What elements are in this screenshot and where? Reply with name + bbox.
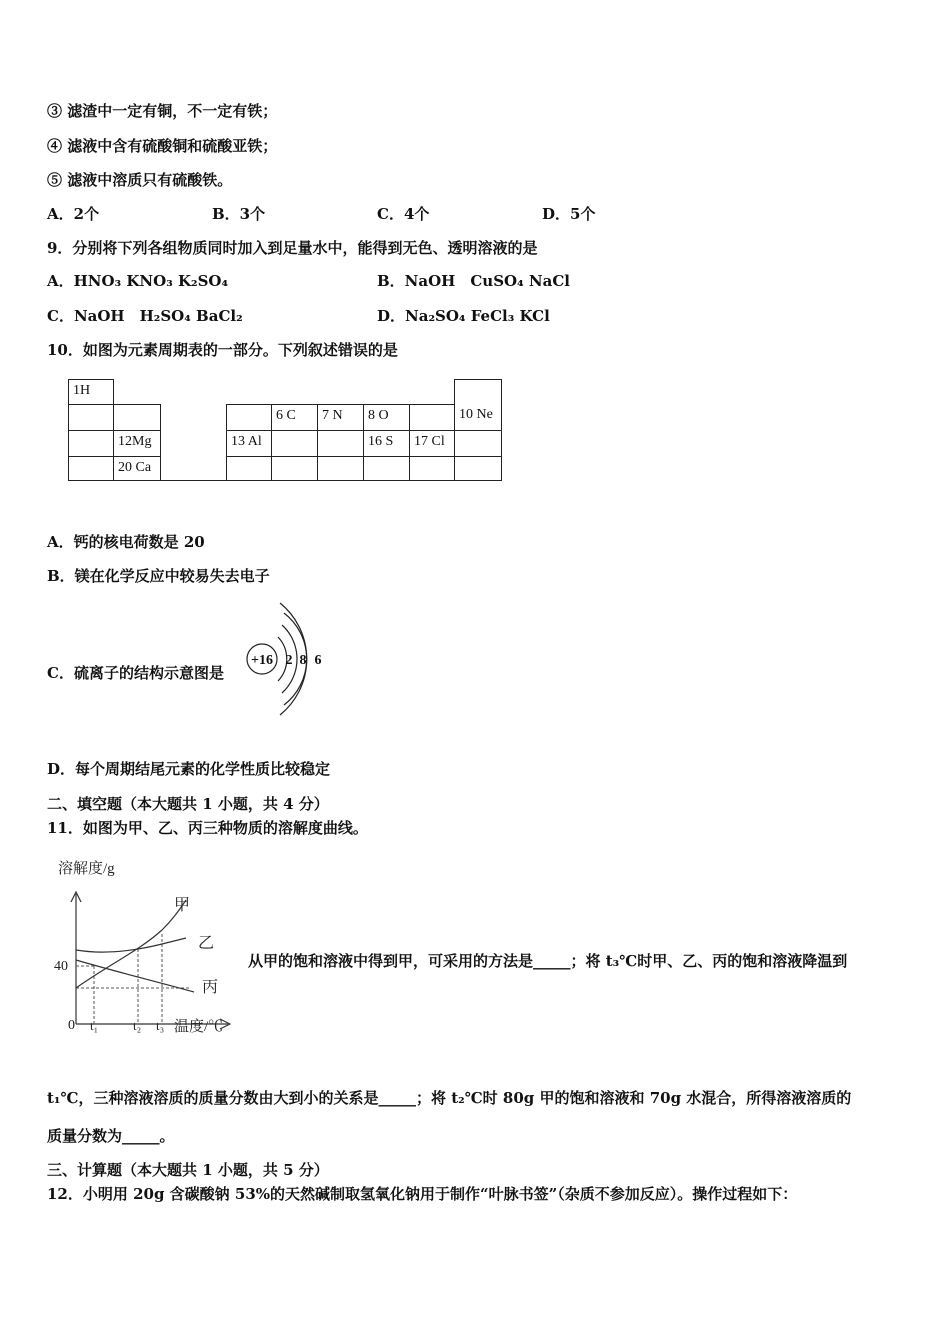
q10-option-c: C．硫离子的结构示意图是 (47, 664, 224, 682)
q8-option-b: B．3个 (212, 205, 266, 223)
cell-empty (317, 456, 364, 481)
cell-empty (113, 404, 161, 431)
periodic-table-fragment (68, 379, 504, 483)
solubility-chart (50, 852, 240, 1042)
sulfur-ion-structure-diagram (240, 597, 335, 722)
q10-stem: 10．如图为元素周期表的一部分。下列叙述错误的是 (47, 341, 398, 359)
q12-stem: 12．小明用 20g 含碳酸钠 53%的天然碱制取氢氧化钠用于制作“叶脉书签”（杂质不参加反应）。操作过程如下： (47, 1185, 798, 1203)
cell-mg: 12Mg (113, 430, 161, 457)
q11-text-part2: t₁℃，三种溶液溶质的质量分数由大到小的关系是_____；将 t₂℃时 80g 甲的饱和溶液和 70g 水混合，所得溶液溶质的 (47, 1089, 852, 1107)
cell-ne: 10 Ne (454, 404, 502, 431)
q8-option-c: C．4个 (377, 205, 430, 223)
q10-option-b: B．镁在化学反应中较易失去电子 (47, 567, 270, 585)
q11-text-part1: 从甲的饱和溶液中得到甲，可采用的方法是_____；将 t₃℃时甲、乙、丙的饱和溶液降温到 (248, 952, 848, 970)
q11-stem: 11．如图为甲、乙、丙三种物质的溶解度曲线。 (47, 819, 368, 837)
cell-al: 13 Al (226, 430, 272, 457)
q10-option-a: A．钙的核电荷数是 20 (47, 533, 205, 551)
cell-o: 8 O (363, 404, 410, 431)
origin-label: 0 (68, 1018, 75, 1033)
q10-option-d: D．每个周期结尾元素的化学性质比较稳定 (47, 760, 331, 778)
cell-empty (363, 456, 410, 481)
cell-empty (454, 430, 502, 457)
cell-h: 1H (68, 379, 114, 405)
cell-empty (68, 456, 114, 481)
cell-empty (68, 404, 114, 431)
cell-ne-top (454, 379, 502, 405)
shell-3-electrons: 6 (314, 653, 322, 668)
y-tick-40: 40 (54, 959, 68, 974)
legend-bing: 丙 (202, 979, 219, 996)
cell-empty (317, 430, 364, 457)
cell-empty (409, 456, 455, 481)
cell-empty (68, 430, 114, 457)
q11-text-part3: 质量分数为_____。 (47, 1127, 175, 1145)
legend-jia: 甲 (174, 897, 191, 914)
x-tick-t3: t₃ (156, 1018, 165, 1033)
shell-1-electrons: 2 (285, 653, 293, 668)
q8-option-a: A．2个 (47, 205, 100, 223)
legend-yi: 乙 (198, 935, 215, 952)
shell-2-electrons: 8 (299, 653, 307, 668)
cell-cl: 17 Cl (409, 430, 455, 457)
cell-s: 16 S (363, 430, 410, 457)
cell-empty (454, 456, 502, 481)
cell-empty (160, 456, 227, 481)
x-tick-t2: t₂ (133, 1018, 142, 1033)
cell-n: 7 N (317, 404, 364, 431)
cell-c: 6 C (271, 404, 318, 431)
statement-5: ⑤ 滤液中溶质只有硫酸铁。 (47, 171, 233, 189)
section-2-heading: 二、填空题（本大题共 1 小题，共 4 分） (47, 795, 329, 813)
q9-option-d: D．Na₂SO₄ FeCl₃ KCl (377, 307, 550, 325)
statement-3: ③ 滤渣中一定有铜，不一定有铁； (47, 102, 278, 120)
cell-empty (226, 404, 272, 431)
section-3-heading: 三、计算题（本大题共 1 小题，共 5 分） (47, 1161, 329, 1179)
cell-ca: 20 Ca (113, 456, 161, 481)
x-tick-t1: t₁ (90, 1018, 99, 1033)
nucleus-charge: +16 (251, 653, 273, 668)
statement-4: ④ 滤液中含有硫酸铜和硫酸亚铁； (47, 137, 278, 155)
series-yi-curve (76, 938, 186, 952)
q9-stem: 9．分别将下列各组物质同时加入到足量水中，能得到无色、透明溶液的是 (47, 239, 538, 257)
q9-option-c: C．NaOH H₂SO₄ BaCl₂ (47, 307, 243, 325)
cell-empty (271, 456, 318, 481)
q9-option-a: A．HNO₃ KNO₃ K₂SO₄ (47, 272, 229, 290)
q9-option-b: B．NaOH CuSO₄ NaCl (377, 272, 570, 290)
cell-empty (226, 456, 272, 481)
q8-option-d: D．5个 (542, 205, 596, 223)
chart-xlabel: 温度/℃ (174, 1019, 224, 1035)
chart-ylabel: 溶解度/g (58, 861, 115, 877)
cell-empty (271, 430, 318, 457)
cell-empty (409, 404, 455, 431)
